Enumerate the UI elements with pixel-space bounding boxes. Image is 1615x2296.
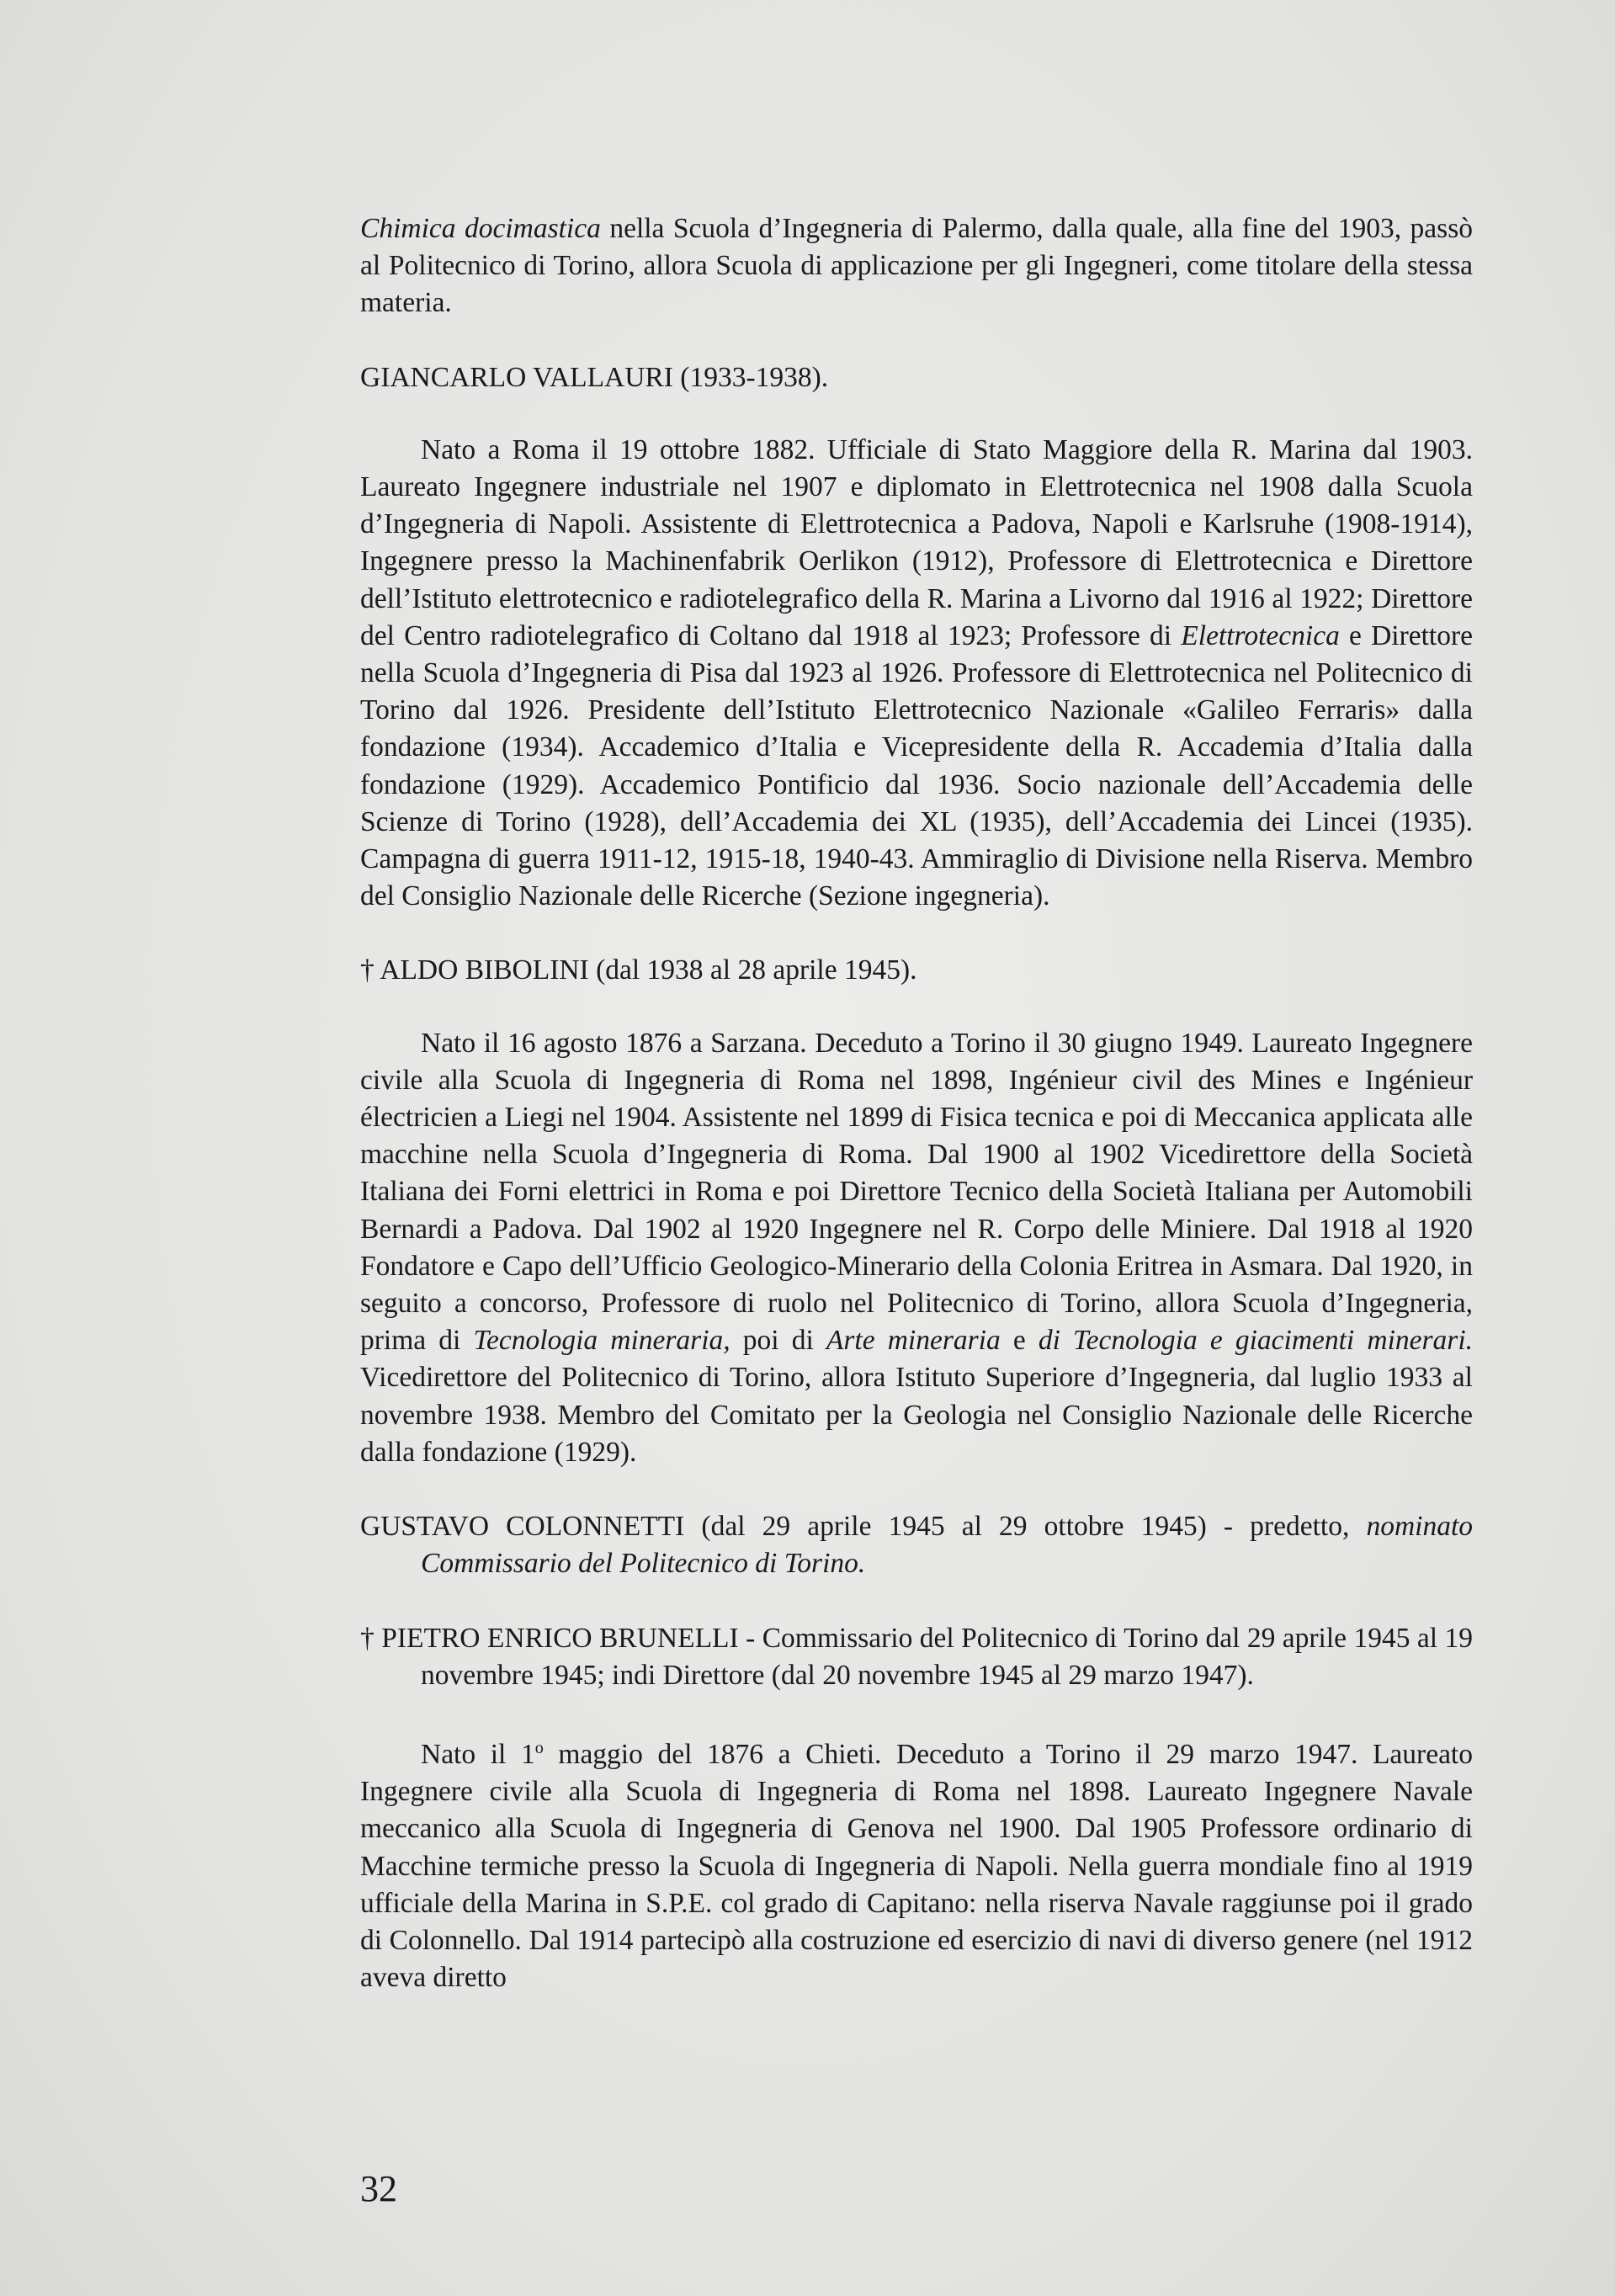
- bibolini-paragraph: [360, 1025, 1473, 1471]
- intro-text: nella Scuola d’Ingegneria di Palermo, dalla quale, alla fine del 1903, passò al Politecnico di Torino, allora Scuola di applicazione per gli Ingegneri, come titolare della stessa materia.: [360, 213, 1473, 319]
- colonnetti-heading-italic: nominato Commissario del Politecnico di Torino.: [421, 1511, 1473, 1580]
- bibolini-mid-2: e: [1000, 1325, 1039, 1357]
- intro-paragraph: [360, 210, 1473, 322]
- vallauri-text-1: Nato a Roma il 19 ottobre 1882. Ufficiale di Stato Maggiore della R. Marina dal 1903. Laureato Ingegnere industriale nel 1907 e diplomato in Elettrotecnica nel 1908 dalla Scuola d’Ingegneria di Napoli. Assistente di Elettrotecnica a Padova, Napoli e Karlsruhe (1908-1914), Ingegnere presso la Machinenfabrik Oerlikon (1912), Professore di Elettrotecnica e Direttore dell’Istituto elettrotecnico e radiotelegrafico della R. Marina a Livorno dal 1916 al 1922; Direttore del Centro radiotelegrafico di Coltano dal 1918 al 1923; Professore di: [360, 433, 1473, 651]
- brunelli-heading: † PIETRO ENRICO BRUNELLI - Commissario del Politecnico di Torino dal 29 aprile 1945 al 19 novembre 1945; indi Direttore (dal 20 novembre 1945 al 29 marzo 1947).: [360, 1622, 1473, 1691]
- colonnetti-heading-text: GUSTAVO COLONNETTI (dal 29 aprile 1945 al 29 ottobre 1945) - predetto,: [360, 1511, 1367, 1543]
- page-body: [360, 210, 1473, 1996]
- vallauri-text-2: e Direttore nella Scuola d’Ingegneria di Pisa dal 1923 al 1926. Professore di Elettrotecnica nel Politecnico di Torino dal 1926. Presidente dell’Istituto Elettrotecnico Nazionale «Galileo Ferraris» dalla fondazione (1934). Accademico d’Italia e Vicepresidente della R. Accademia d’Italia dalla fondazione (1929). Accademico Pontificio dal 1936. Socio nazionale dell’Accademia delle Scienze di Torino (1928), dell’Accademia dei XL (1935), dell’Accademia dei Lincei (1935). Campagna di guerra 1911-12, 1915-18, 1940-43. Ammiraglio di Divisione nella Riserva. Membro del Consiglio Nazionale delle Ricerche (Sezione ingegneria).: [360, 619, 1473, 912]
- vallauri-italic: Elettrotecnica: [1181, 619, 1340, 651]
- brunelli-paragraph: [360, 1730, 1473, 1997]
- bibolini-italic-3: di Tecnologia e giacimenti minerari.: [1038, 1325, 1473, 1357]
- bibolini-mid-1: poi di: [730, 1325, 826, 1357]
- page-number: 32: [360, 2168, 397, 2209]
- vallauri-heading: GIANCARLO VALLAURI (1933-1938).: [360, 361, 829, 393]
- vallauri-paragraph: [360, 432, 1473, 916]
- brunelli-text-start: Nato il 1: [421, 1739, 535, 1771]
- bibolini-italic-1: Tecnologia mineraria,: [473, 1325, 730, 1357]
- colonnetti-heading: [360, 1508, 1473, 1582]
- brunelli-text: maggio del 1876 a Chieti. Deceduto a Torino il 29 marzo 1947. Laureato Ingegnere civile alla Scuola di Ingegneria di Roma nel 1898. Laureato Ingegnere Navale meccanico alla Scuola di Ingegneria di Genova nel 1900. Dal 1905 Professore ordinario di Macchine termiche presso la Scuola di Ingegneria di Napoli. Nella guerra mondiale fino al 1919 ufficiale della Marina in S.P.E. col grado di Capitano: nella riserva Navale raggiunse poi il grado di Colonnello. Dal 1914 partecipò alla costruzione ed esercizio di navi di diverso genere (nel 1912 aveva diretto: [360, 1739, 1473, 1994]
- bibolini-text-2: Vicedirettore del Politecnico di Torino, allora Istituto Superiore d’Ingegneria, dal luglio 1933 al novembre 1938. Membro del Comitato per la Geologia nel Consiglio Nazionale delle Ricerche dalla fondazione (1929).: [360, 1362, 1473, 1468]
- bibolini-heading: † ALDO BIBOLINI (dal 1938 al 28 aprile 1945).: [360, 954, 917, 986]
- brunelli-ordinal: o: [534, 1738, 544, 1757]
- bibolini-text-1: Nato il 16 agosto 1876 a Sarzana. Deceduto a Torino il 30 giugno 1949. Laureato Ingegnere civile alla Scuola di Ingegneria di Roma nel 1898, Ingénieur civil des Mines e Ingénieur électricien a Liegi nel 1904. Assistente nel 1899 di Fisica tecnica e poi di Meccanica applicata alle macchine nella Scuola d’Ingegneria di Roma. Dal 1900 al 1902 Vicedirettore della Società Italiana dei Forni elettrici in Roma e poi Direttore Tecnico della Società Italiana per Automobili Bernardi a Padova. Dal 1902 al 1920 Ingegnere nel R. Corpo delle Miniere. Dal 1918 al 1920 Fondatore e Capo dell’Ufficio Geologico-Minerario della Colonia Eritrea in Asmara. Dal 1920, in seguito a concorso, Professore di ruolo nel Politecnico di Torino, allora Scuola d’Ingegneria, prima di: [360, 1027, 1473, 1357]
- bibolini-italic-2: Arte mineraria: [826, 1325, 1001, 1357]
- intro-italic-lead: Chimica docimastica: [360, 213, 601, 244]
